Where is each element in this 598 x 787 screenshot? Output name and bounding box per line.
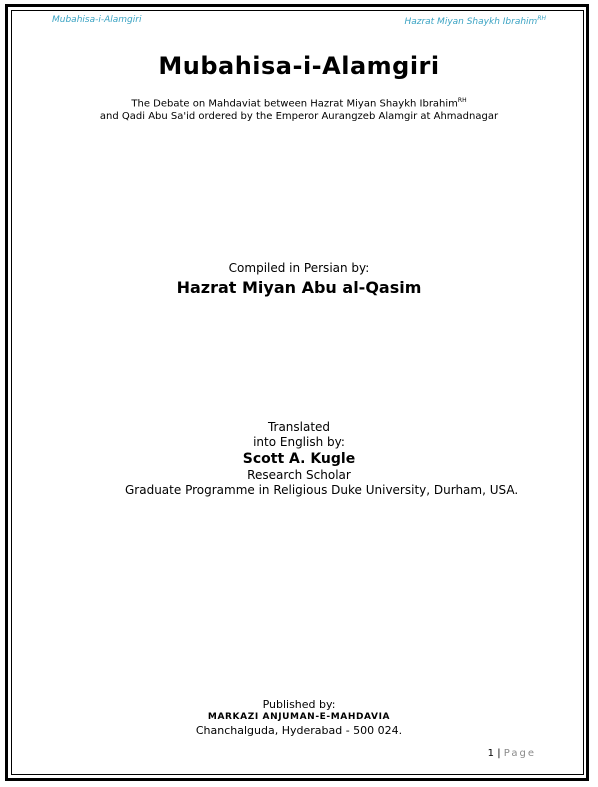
translator-affiliation: Graduate Programme in Religious Duke University, Durham, USA. [125,483,519,497]
page-border-inner [11,10,584,775]
header-right-sup: RH [537,15,546,22]
page-number: 1 [487,748,495,759]
page-word: Page [503,748,536,759]
subtitle-line-1-text: The Debate on Mahdaviat between Hazrat Miyan Shaykh Ibrahim [131,98,458,110]
header-right-text: Hazrat Miyan Shaykh Ibrahim [404,17,538,27]
subtitle-line-1-sup: RH [457,97,467,104]
publisher-name: MARKAZI ANJUMAN-E-MAHDAVIA [207,712,391,722]
header-left: Mubahisa-i-Alamgiri [52,15,142,25]
translator-name: Scott A. Kugle [242,451,356,467]
page-title: Mubahisa-i-Alamgiri [158,52,440,80]
publisher-address: Chanchalguda, Hyderabad - 500 024. [195,724,403,737]
header-right [404,15,546,27]
page-footer [488,748,536,759]
subtitle-line-2: and Qadi Abu Sa'id ordered by the Emperor Aurangzeb Alamgir at Ahmadnagar [99,111,499,123]
translation-block [0,420,598,483]
subtitle-line-1 [0,94,598,110]
translated-line-2: into English by: [253,435,345,449]
compiled-label: Compiled in Persian by: [228,261,370,275]
translator-role: Research Scholar [247,468,351,482]
publication-block [0,698,598,737]
published-label: Published by: [262,698,336,711]
translated-line-1: Translated [267,420,331,434]
footer-separator: | [497,748,501,759]
subtitle [0,94,598,123]
compiled-author: Hazrat Miyan Abu al-Qasim [176,278,422,297]
